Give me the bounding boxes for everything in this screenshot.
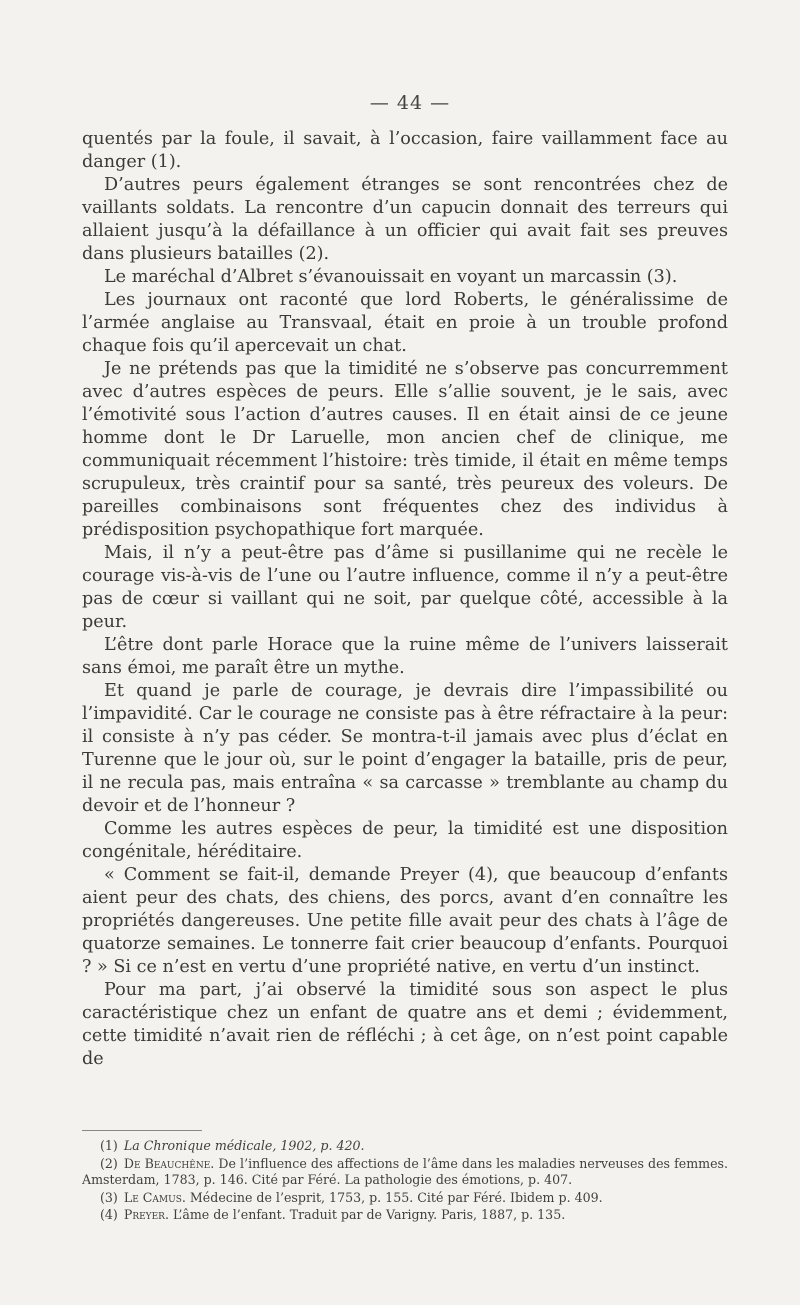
paragraph: Pour ma part, j’ai observé la timidité sous son aspect le plus caractéristique chez un enfant de quatre ans et demi ; évidemment, cette timidité n’avait rien de réfléchi ; à cet âge, on n’est point capable de [82,980,728,1069]
page-number: — 44 — [369,92,451,114]
paragraph: Mais, il n’y a peut-être pas d’âme si pusillanime qui ne recèle le courage vis-à-vis de l’une ou l’autre influence, comme il n’y a peut-être pas de cœur si vaillant qui ne soit, par quelque côté, accessible à la peur. [82,543,728,632]
footnote-author: Preyer. [123,1207,169,1222]
footnote-number: (2) [100,1155,118,1171]
paragraph: Comme les autres espèces de peur, la timidité est une disposition congénitale, héréditaire. [82,819,728,862]
paragraph: quentés par la foule, il savait, à l’occasion, faire vaillamment face au danger (1). [82,129,728,172]
footnote [82,1156,728,1189]
footnote-text: La Chronique médicale, 1902, p. 420. [123,1138,365,1153]
footnote-number: (1) [100,1138,118,1153]
paragraph: D’autres peurs également étranges se sont rencontrées chez de vaillants soldats. La rencontre d’un capucin donnait des terreurs qui allaient jusqu’à la défaillance à un officier qui avait fait ses preuves dans plusieurs batailles (2). [82,175,728,264]
footnotes [82,1138,728,1225]
paragraph: Le maréchal d’Albret s’évanouissait en voyant un marcassin (3). [104,267,678,287]
paragraph: « Comment se fait-il, demande Preyer (4), que beaucoup d’enfants aient peur des chats, des chiens, des porcs, avant d’en connaître les propriétés dangereuses. Une petite fille avait peur des chats à l’âge de quatorze semaines. Le tonnerre fait crier beaucoup d’enfants. Pourquoi ? » Si ce n’est en vertu d’une propriété native, en vertu d’un instinct. [82,865,728,977]
paragraph: Et quand je parle de courage, je devrais dire l’impassibilité ou l’impavidité. Car le courage ne consiste pas à être réfractaire à la peur: il consiste à n’y pas céder. Se montra-t-il jamais avec plus d’éclat en Turenne que le jour où, sur le point d’engager la bataille, pris de peur, il ne recula pas, mais entraîna « sa carcasse » tremblante au champ du devoir et de l’honneur ? [82,681,728,816]
footnote-author: De Beauchêne. [123,1155,215,1171]
paragraph: L’être dont parle Horace que la ruine même de l’univers laisserait sans émoi, me paraît être un mythe. [82,635,728,678]
body-text [82,128,728,1071]
footnote-number: (3) [100,1189,118,1205]
footnote-divider [82,1130,202,1131]
paragraph: Je ne prétends pas que la timidité ne s’observe pas concurremment avec d’autres espèces de peurs. Elle s’allie souvent, je le sais, avec l’émotivité sous l’action d’autres causes. Il en était ainsi de ce jeune homme dont le Dr Laruelle, mon ancien chef de clinique, me communiquait récemment l’histoire: très timide, il était en même temps scrupuleux, très craintif pour sa santé, très peureux des voleurs. De pareilles combinaisons sont fréquentes chez des individus à prédisposition psychopathique fort marquée. [82,359,728,540]
footnote [82,1207,728,1224]
footnote-text: De l’influence des affections de l’âme dans les maladies nerveuses des femmes. Amsterdam, 1783, p. 146. Cité par Féré. La pathologie des émotions, p. 407. [82,1155,728,1187]
paragraph: Les journaux ont raconté que lord Roberts, le généralissime de l’armée anglaise au Transvaal, était en proie à un trouble profond chaque fois qu’il apercevait un chat. [82,290,728,356]
footnote-author: Le Camus. [123,1189,186,1205]
footnote-number: (4) [100,1207,118,1222]
footnote [82,1138,728,1155]
footnote-text: Médecine de l’esprit, 1753, p. 155. Cité par Féré. Ibidem p. 409. [189,1189,603,1205]
footnote-text: L’âme de l’enfant. Traduit par de Varigny. Paris, 1887, p. 135. [172,1207,566,1222]
footnote [82,1190,728,1207]
